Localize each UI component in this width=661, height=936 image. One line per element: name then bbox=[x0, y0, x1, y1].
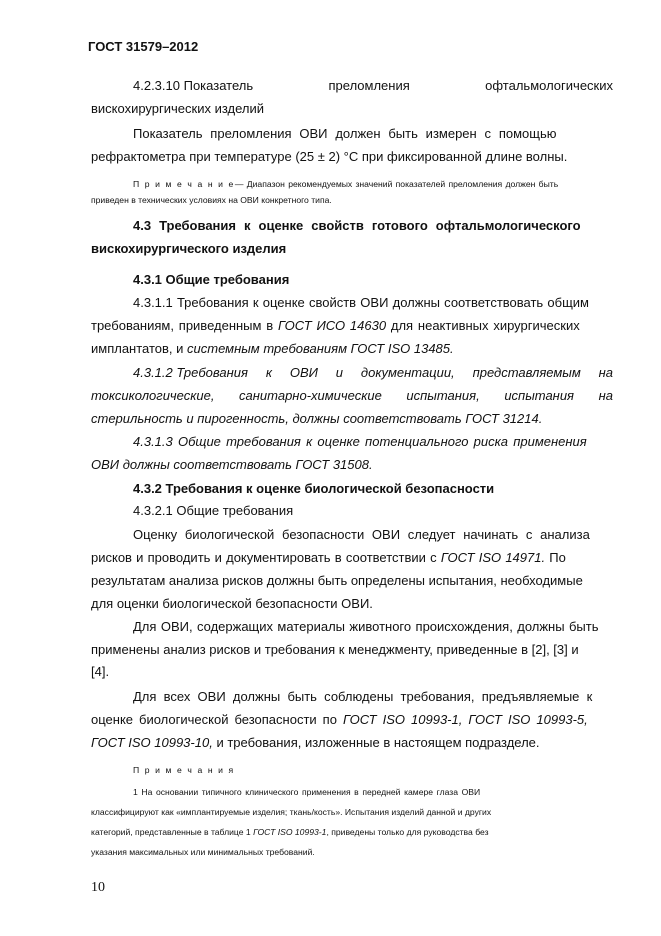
paragraph-line: ГОСТ ISO 10993-10, и требования, изложенные в настоящем подразделе. bbox=[91, 735, 540, 750]
note-line: указания максимальных или минимальных требований. bbox=[91, 847, 315, 857]
section-4-3-heading: 4.3 Требования к оценке свойств готового офтальмологического bbox=[133, 218, 581, 233]
paragraph-line: токсикологические, санитарно-химические испытания, испытания на bbox=[91, 388, 613, 403]
paragraph-line: оценке биологической безопасности по ГОСТ ISO 10993-1, ГОСТ ISO 10993-5, bbox=[91, 712, 588, 727]
standard-reference: ГОСТ ISO 10993-1, ГОСТ ISO 10993-5, bbox=[342, 712, 588, 727]
standard-reference: ГОСТ ISO 14971. bbox=[440, 550, 546, 565]
note-line: приведен в технических условиях на ОВИ конкретного типа. bbox=[91, 195, 332, 205]
paragraph-line: применены анализ рисков и требования к менеджменту, приведенные в [2], [3] и bbox=[91, 642, 579, 657]
paragraph-line: ОВИ должны соответствовать ГОСТ 31508. bbox=[91, 457, 373, 472]
paragraph-line: 4.3.1.3 Общие требования к оценке потенциального риска применения bbox=[133, 434, 587, 449]
paragraph-line: стерильность и пирогенность, должны соответствовать ГОСТ 31214. bbox=[91, 411, 543, 426]
paragraph-line: Оценку биологической безопасности ОВИ следует начинать с анализа bbox=[133, 527, 590, 542]
paragraph-line: Для ОВИ, содержащих материалы животного происхождения, должны быть bbox=[133, 619, 599, 634]
paragraph-line: Для всех ОВИ должны быть соблюдены требования, предъявляемые к bbox=[133, 689, 593, 704]
section-4-3-2-heading: 4.3.2 Требования к оценке биологической безопасности bbox=[133, 481, 495, 496]
note-line: П р и м е ч а н и е — Диапазон рекомендуемых значений показателей преломления должен быть bbox=[133, 179, 559, 189]
paragraph-line: требованиям, приведенным в ГОСТ ИСО 14630 для неактивных хирургических bbox=[91, 318, 580, 333]
standard-reference: ГОСТ ISO 10993-1 bbox=[253, 827, 327, 837]
note-line: классифицируют как «имплантируемые изделия; ткань/кость». Испытания изделий данной и других bbox=[91, 807, 492, 817]
section-4-3-heading-cont: вискохирургического изделия bbox=[91, 241, 287, 256]
note-label: П р и м е ч а н и е bbox=[133, 179, 235, 189]
page-number: 10 bbox=[91, 880, 105, 895]
paragraph-line: [4]. bbox=[91, 664, 110, 679]
paragraph-line: имплантатов, и системным требованиям ГОСТ ISO 13485. bbox=[91, 341, 454, 356]
standard-header: ГОСТ 31579–2012 bbox=[88, 39, 199, 54]
standard-reference: системным требованиям ГОСТ ISO 13485. bbox=[187, 341, 454, 356]
notes-label: П р и м е ч а н и я bbox=[133, 765, 235, 775]
paragraph-line: результатам анализа рисков должны быть определены испытания, необходимые bbox=[91, 573, 583, 588]
paragraph-line: рисков и проводить и документировать в соответствии с ГОСТ ISO 14971. По bbox=[91, 550, 566, 565]
paragraph-line: 4.3.1.1 Требования к оценке свойств ОВИ должны соответствовать общим bbox=[133, 295, 589, 310]
paragraph-line: Показатель преломления ОВИ должен быть измерен с помощью bbox=[133, 126, 557, 141]
section-4-2-3-10-title-cont: вискохирургических изделий bbox=[91, 101, 265, 116]
section-4-3-1-heading: 4.3.1 Общие требования bbox=[133, 272, 290, 287]
note-line: категорий, представленные в таблице 1 ГОСТ ISO 10993-1, приведены только для руководства без bbox=[91, 827, 489, 837]
standard-reference: ГОСТ ИСО 14630 bbox=[278, 318, 387, 333]
standard-reference: ГОСТ ISO 10993-10, bbox=[91, 735, 213, 750]
paragraph-line: рефрактометра при температуре (25 ± 2) °С при фиксированной длине волны. bbox=[91, 149, 568, 164]
section-4-2-3-10-title: 4.2.3.10 Показатель преломления офтальмологических bbox=[133, 78, 613, 93]
section-4-3-2-1-heading: 4.3.2.1 Общие требования bbox=[133, 503, 294, 518]
note-line: 1 На основании типичного клинического применения в передней камере глаза ОВИ bbox=[133, 787, 481, 797]
paragraph-line: для оценки биологической безопасности ОВИ. bbox=[91, 596, 373, 611]
paragraph-line: 4.3.1.2 Требования к ОВИ и документации, представляемым на bbox=[133, 365, 613, 380]
